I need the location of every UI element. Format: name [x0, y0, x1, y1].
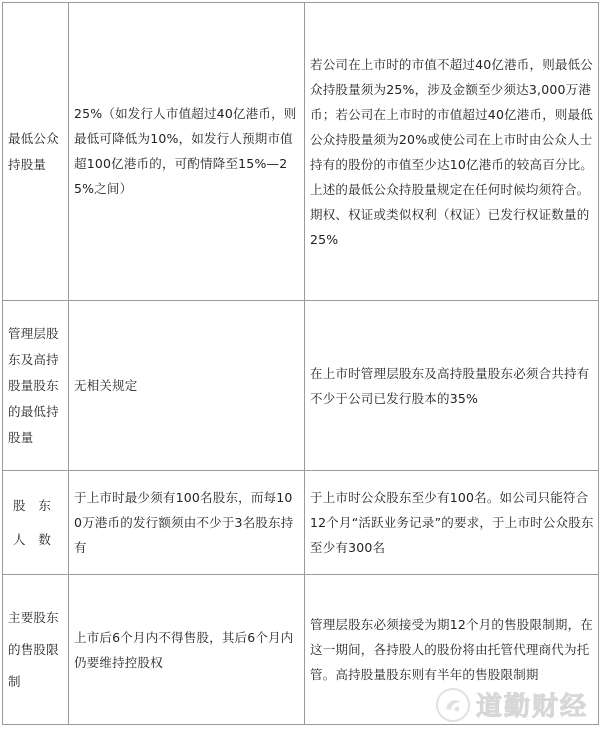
table-cell: 在上市时管理层股东及高持股量股东必须合共持有不少于公司已发行股本的35%	[305, 301, 599, 471]
table-cell: 于上市时最少须有100名股东，而每100万港币的发行额须由不少于3名股东持有	[69, 471, 305, 575]
table-cell: 上市后6个月内不得售股，其后6个月内仍要维持控股权	[69, 575, 305, 725]
row-label-line: 主要股东	[8, 609, 59, 625]
row-label	[3, 575, 69, 725]
row-label-line: 股 东	[13, 497, 52, 513]
row-label-line: 的售股限	[8, 641, 59, 657]
table-row	[3, 471, 599, 575]
row-label-line: 股量股东	[8, 377, 59, 393]
table-cell: 25%（如发行人市值超过40亿港币，则最低可降低为10%，如发行人预期市值超100亿港币的，可酌情降至15%—25%之间）	[69, 3, 305, 301]
row-label-line: 东及高持	[8, 351, 59, 367]
row-label-line: 股量	[8, 429, 34, 445]
row-label	[3, 3, 69, 301]
row-label-line: 持股量	[8, 156, 47, 172]
row-label-line: 人 数	[13, 531, 52, 547]
row-label-line: 最低公众	[8, 130, 59, 146]
table-row	[3, 575, 599, 725]
row-label	[3, 471, 69, 575]
table-cell: 无相关规定	[69, 301, 305, 471]
row-label	[3, 301, 69, 471]
row-label-line: 制	[8, 673, 21, 689]
table-cell: 管理层股东必须接受为期12个月的售股限制期，在这一期间，各持股人的股份将由托管代理商代为托管。高持股量股东则有半年的售股限制期	[305, 575, 599, 725]
row-label-line: 管理层股	[8, 325, 59, 341]
table-row	[3, 3, 599, 301]
watermark-text: 道勤财经	[475, 692, 588, 722]
table-row	[3, 301, 599, 471]
row-label-line: 的最低持	[8, 403, 59, 419]
comparison-table	[2, 2, 599, 725]
table-cell: 若公司在上市时的市值不超过40亿港币，则最低公众持股量须为25%，涉及金额至少须达3,000万港币；若公司在上市时的市值超过40亿港币，则最低公众持股量须为20%或使公司在上市时由公众人士持有的股份的市值至少达10亿港币的较高百分比。上述的最低公众持股量规定在任何时候均须符合。期权、权证或类似权利（权证）已发行权证数量的25%	[305, 3, 599, 301]
table-cell: 于上市时公众股东至少有100名。如公司只能符合12个月“活跃业务记录”的要求，于上市时公众股东至少有300名	[305, 471, 599, 575]
